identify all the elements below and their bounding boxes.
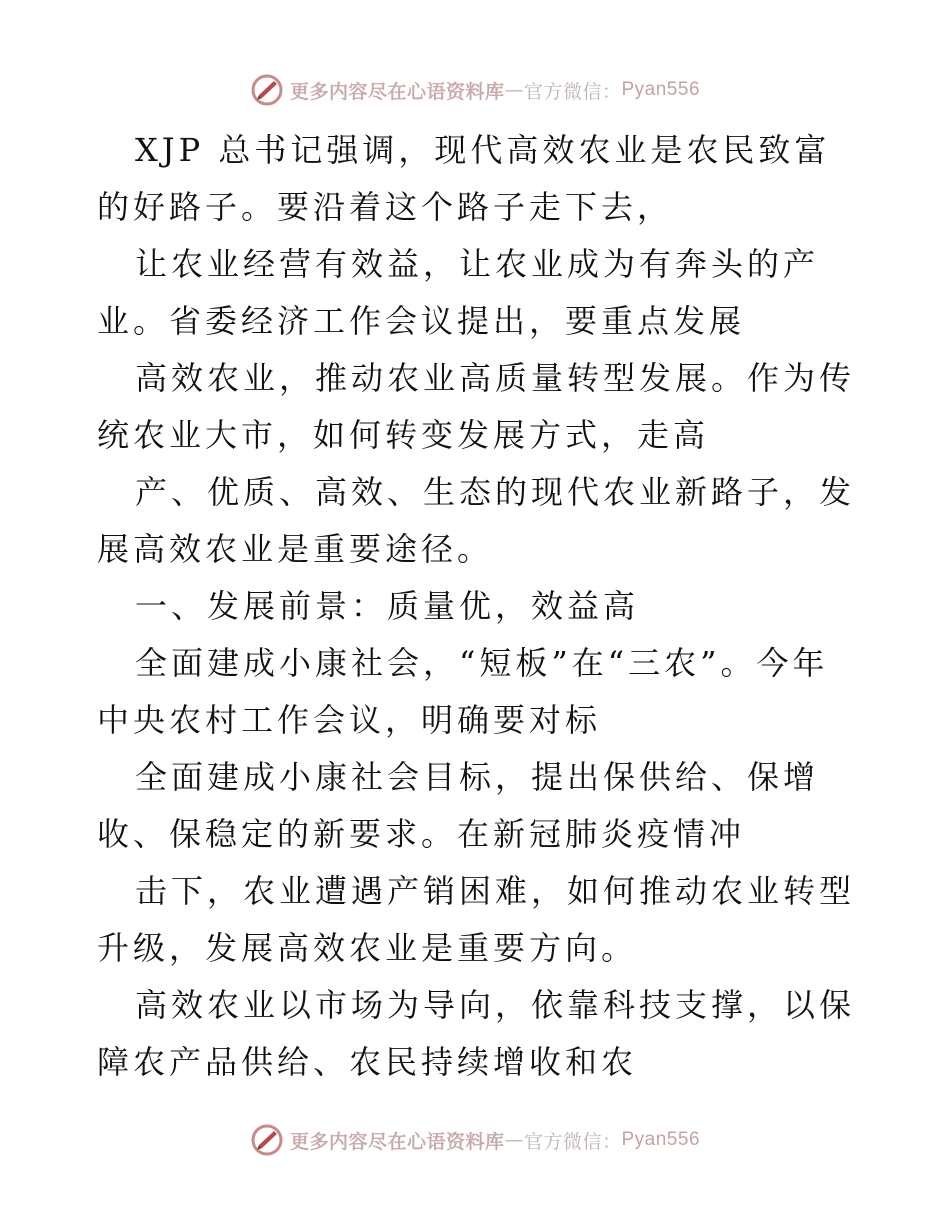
paragraph-7: 击下，农业遭遇产销困难，如何推动农业转型升级，发展高效农业是重要方向。 <box>97 872 856 967</box>
header-brand-text: 更多内容尽在心语资料库 <box>289 80 505 103</box>
paragraph-1: XJP 总书记强调，现代高效农业是农民致富的好路子。要沿着这个路子走下去， <box>97 131 831 226</box>
brand-logo-icon <box>250 73 284 107</box>
footer-contact-id: Pyan556 <box>621 1129 701 1150</box>
paragraph-8: 高效农业以市场为导向，依靠科技支撑，以保障农产品供给、农民持续增收和农 <box>97 986 856 1081</box>
paragraph-6: 全面建成小康社会目标，提出保供给、保增收、保稳定的新要求。在新冠肺炎疫情冲 <box>97 758 820 853</box>
paragraph-4: 产、优质、高效、生态的现代农业新路子，发展高效农业是重要途径。 <box>97 473 856 568</box>
footer-contact-label: 官方微信： <box>523 1130 622 1153</box>
footer-brand-text: 更多内容尽在心语资料库 <box>289 1130 505 1153</box>
document-body <box>97 122 857 1091</box>
header-watermark-banner <box>0 70 950 110</box>
section-heading: 一、发展前景：质量优，效益高 <box>135 587 640 625</box>
paragraph-5: 全面建成小康社会，“短板”在“三农”。今年中央农村工作会议，明确要对标 <box>97 644 829 739</box>
footer-dash: — <box>504 1129 524 1151</box>
brand-logo-icon <box>250 1123 284 1157</box>
header-dash: — <box>504 79 524 101</box>
header-contact-id: Pyan556 <box>621 79 701 100</box>
header-contact-label: 官方微信： <box>523 80 622 103</box>
paragraph-3: 高效农业，推动农业高质量转型发展。作为传统农业大市，如何转变发展方式，走高 <box>97 359 856 454</box>
paragraph-2: 让农业经营有效益，让农业成为有奔头的产业。省委经济工作会议提出，要重点发展 <box>97 245 820 340</box>
footer-watermark-banner <box>0 1120 950 1160</box>
